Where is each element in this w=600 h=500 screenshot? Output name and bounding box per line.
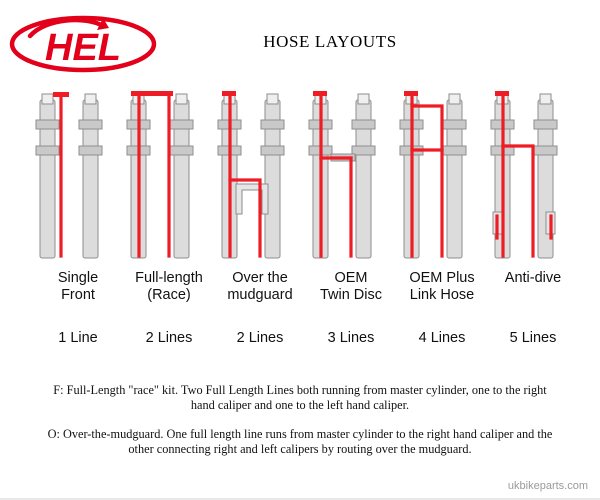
label-full-length — [123, 270, 215, 304]
label-single-front — [32, 270, 124, 304]
hel-logo-graphic — [8, 12, 158, 74]
fork-diagram-oem-plus-link-hose — [392, 88, 478, 268]
label-line2: Link Hose — [409, 287, 475, 303]
fork-diagram-oem-twin-disc — [301, 88, 387, 268]
hel-logo — [8, 12, 158, 74]
label-line2: mudguard — [227, 287, 293, 303]
label-anti-dive — [487, 270, 579, 287]
label-oem-twin-disc — [305, 270, 397, 304]
fork-diagram-single-front — [28, 88, 114, 268]
fork-diagram-full-length-race — [119, 88, 205, 268]
label-line1: Full-length — [135, 270, 203, 286]
note-full-length: F: Full-Length "race" kit. Two Full Length Lines both running from master cylinder, one to the right hand caliper and one to the left hand caliper. — [53, 383, 547, 412]
fork-diagram-over-the-mudguard — [210, 88, 296, 268]
label-line2: Twin Disc — [319, 287, 383, 303]
label-line1: Anti-dive — [504, 270, 562, 286]
hose-layout-diagrams — [28, 88, 580, 268]
label-line1: Over the — [232, 270, 288, 286]
label-line1: OEM Plus — [409, 270, 475, 286]
footer-website: ukbikeparts.com — [507, 480, 588, 492]
label-line1: Single — [57, 270, 99, 286]
fork-diagram-anti-dive — [483, 88, 569, 268]
count-anti-dive: 5 Lines — [509, 330, 557, 346]
label-oem-plus-link — [396, 270, 488, 304]
hel-logo-text: HEL — [45, 27, 121, 69]
label-over-mudguard — [214, 270, 306, 304]
note-over-mudguard: O: Over-the-mudguard. One full length line runs from master cylinder to the right hand caliper and the other connecting right and left calipers by routing over the mudguard. — [47, 427, 553, 456]
label-line2: Front — [61, 287, 95, 303]
count-oem-twin-disc: 3 Lines — [327, 330, 375, 346]
count-full-length: 2 Lines — [145, 330, 193, 346]
page-title: HOSE LAYOUTS — [263, 32, 397, 51]
count-single-front: 1 Line — [58, 330, 98, 346]
count-over-mudguard: 2 Lines — [236, 330, 284, 346]
label-line1: OEM — [334, 270, 368, 286]
label-line2: (Race) — [147, 287, 191, 303]
count-oem-plus-link: 4 Lines — [418, 330, 466, 346]
